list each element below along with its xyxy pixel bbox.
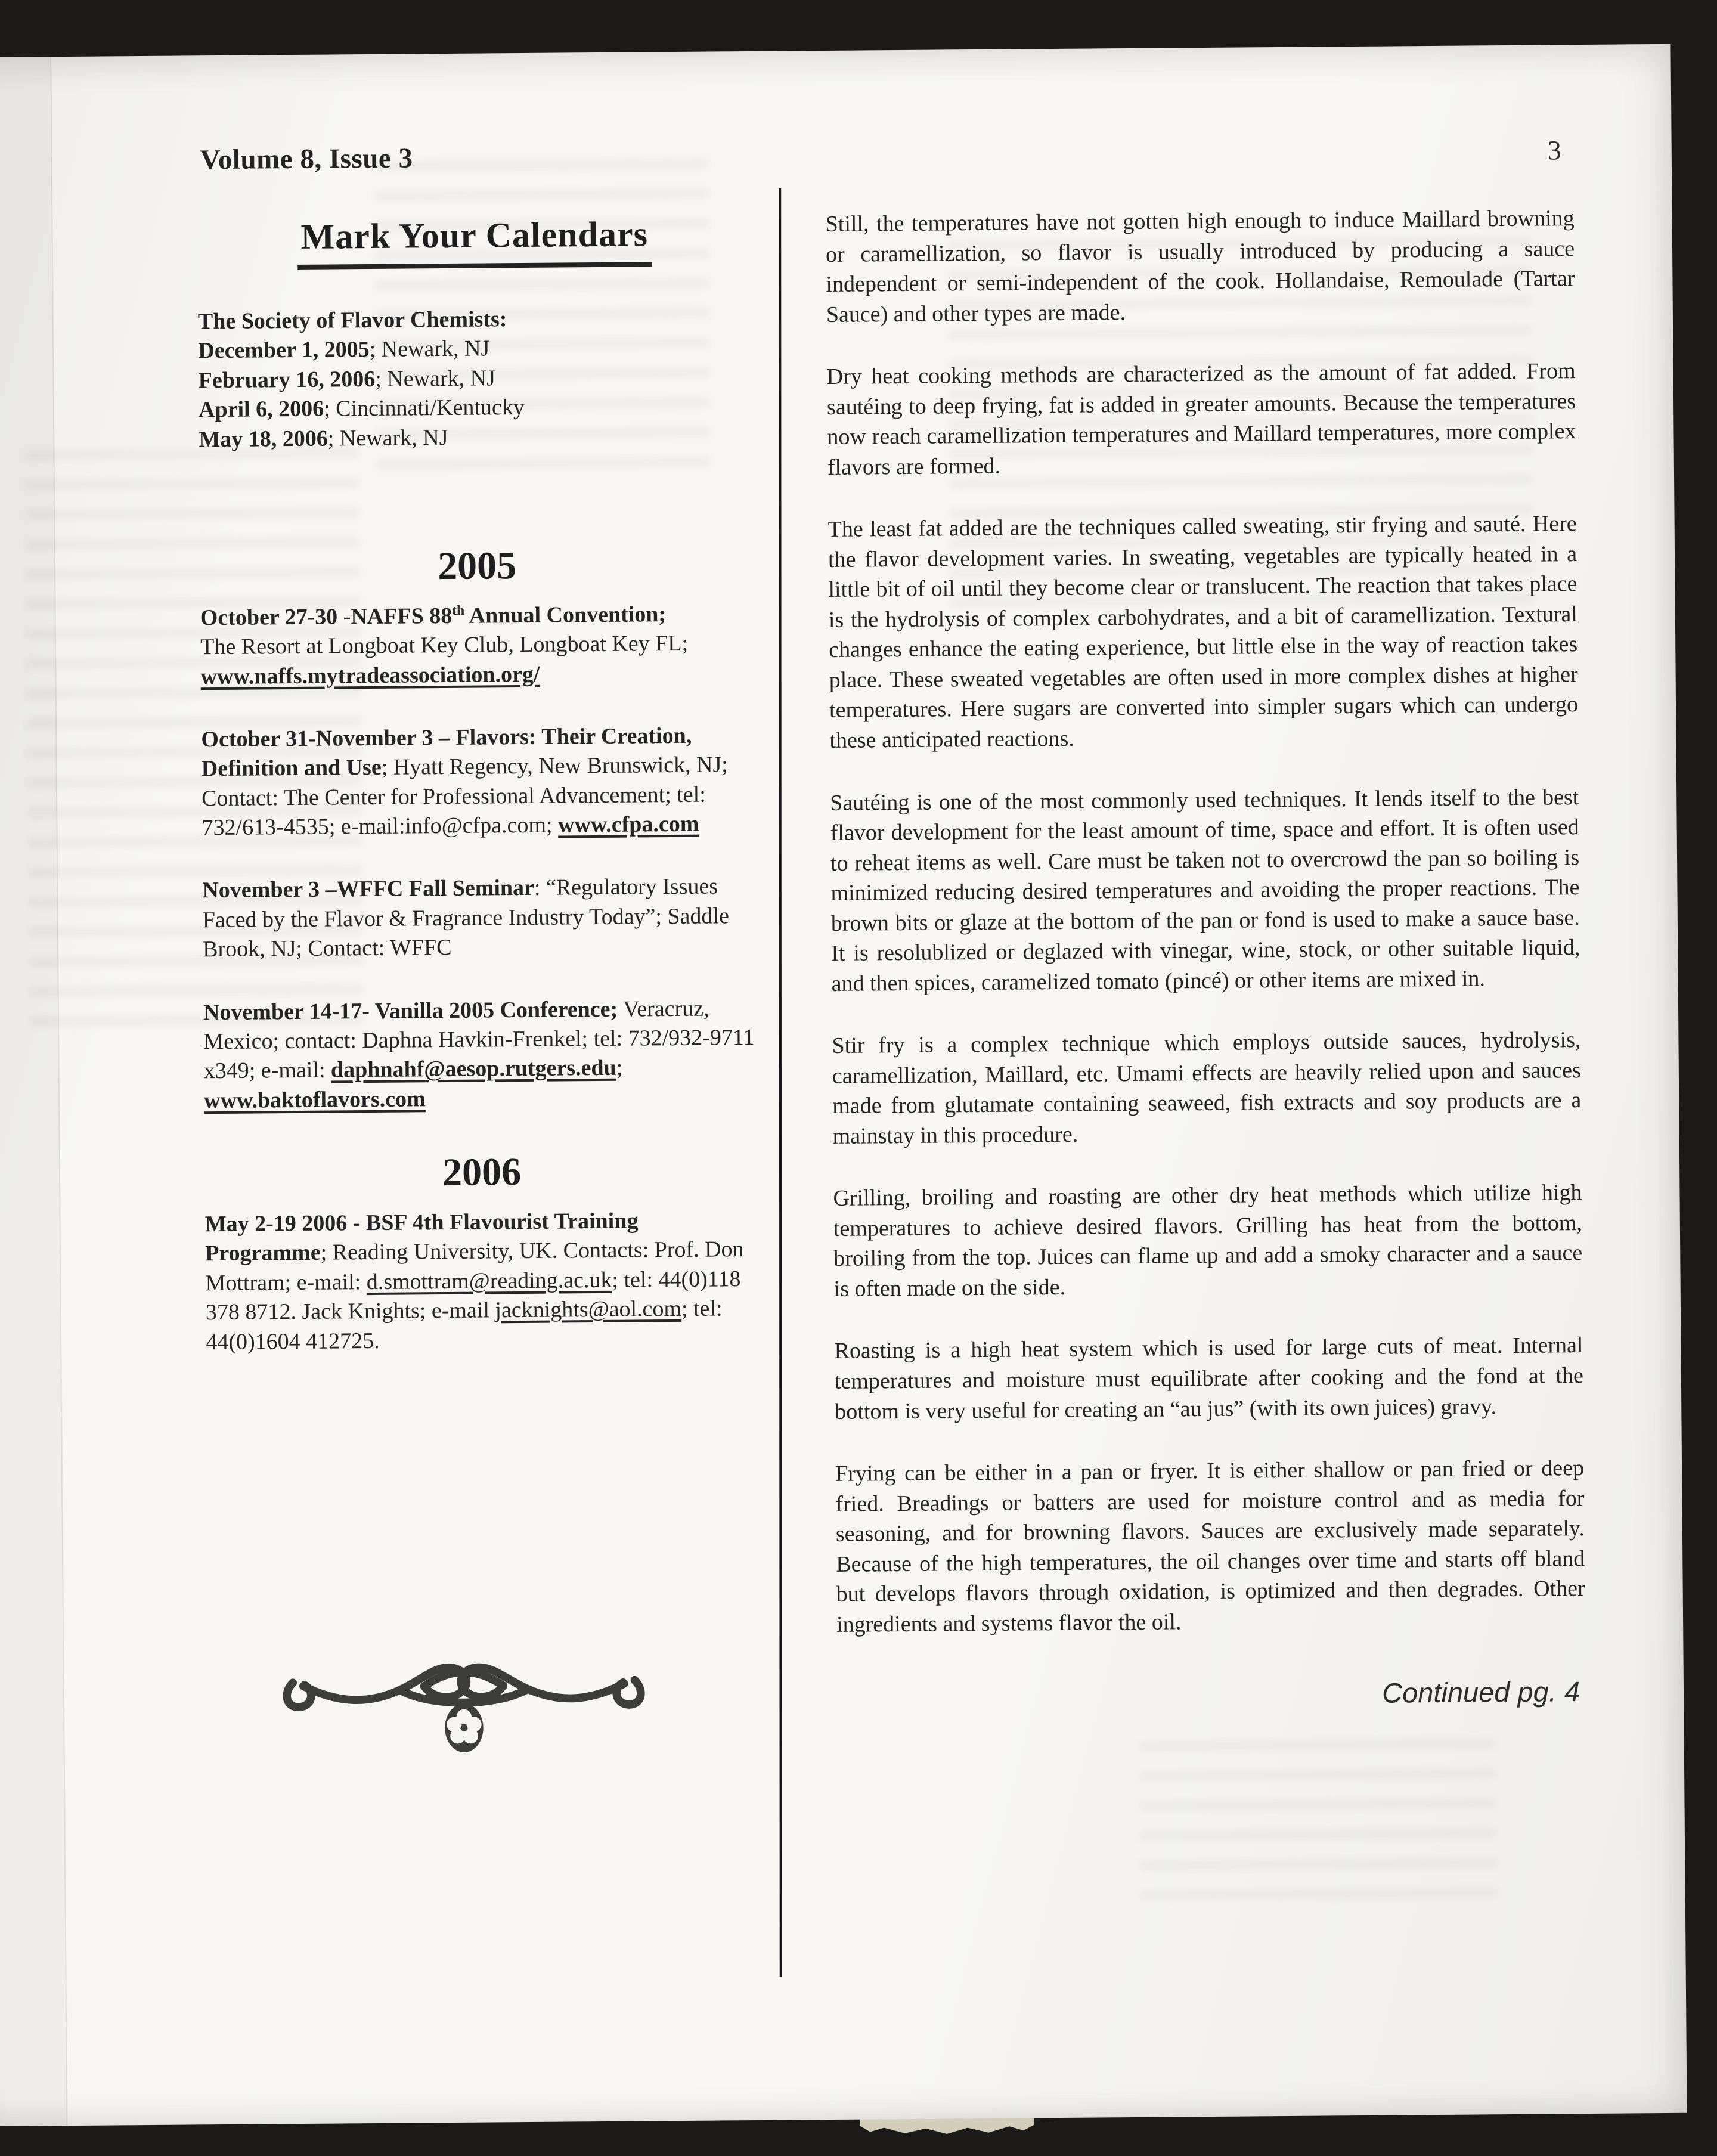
entry-text: Veracruz, Mexico; contact: Daphna Havkin-Frenkel; tel: 732/932-9711 x349; e-mail: <box>203 996 755 1084</box>
entry-text: February 16, 2006 <box>198 366 376 394</box>
entry-text: May 18, 2006 <box>199 426 328 452</box>
printed-link-text: daphnahf@aesop.rutgers.edu <box>330 1055 616 1083</box>
calendar-entry <box>202 872 757 964</box>
entry-text: ; tel: 44(0)118 378 8712. Jack Knights; e-mail <box>205 1266 741 1325</box>
calendar-entry <box>198 303 754 454</box>
body-paragraph: The least fat added are the techniques called sweating, stir frying and sauté. Here the flavor development varies. In sweating, vegetables are typically heated in a little bit of oil until they become clear or translucent. The reaction that takes place is the hydrolysis of complex carbohydrates, and a bit of caramellization. Textural changes enhance the eating experience, but little else in the way of reaction takes place. These sweated vegetables are often used in more complex dishes at higher temperatures. Here sugars are converted into simpler sugars which can undergo these anticipated reactions. <box>827 511 1579 753</box>
entry-text: th <box>452 602 465 619</box>
entry-text: October 27-30 -NAFFS 88 <box>200 603 453 630</box>
entry-text: November 14-17- Vanilla 2005 Conference; <box>203 996 618 1025</box>
bleed-through-ghost <box>1138 1739 1497 1909</box>
printed-link-text: www.naffs.mytradeassociation.org/ <box>200 661 540 689</box>
continued-note: Continued pg. 4 <box>1381 1675 1580 1709</box>
entry-text: November 3 –WFFC Fall Seminar <box>202 875 535 903</box>
body-paragraph: Grilling, broiling and roasting are other dry heat methods which utilize high temperatures to achieve desired flavors. Grilling has heat from the bottom, broiling from the top. Juices can flame up and add a smoky character and a sauce is often made on the side. <box>833 1180 1583 1302</box>
calendar-column <box>197 210 760 1390</box>
calendar-entry <box>201 721 757 843</box>
printed-link-text: www.cfpa.com <box>557 811 699 838</box>
entry-text: April 6, 2006 <box>198 396 324 423</box>
entry-text: ; Newark, NJ <box>375 365 495 392</box>
entry-text: : “Regulatory Issues Faced by the Flavor & Fragrance Industry Today”; Saddle Brook, NJ; Contact: WFFC <box>202 873 730 962</box>
entry-text: October 31-November 3 – Flavors: Their Creation, Definition and Use <box>201 723 692 782</box>
entry-text: The Resort at Longboat Key Club, Longboat Key FL; <box>200 630 689 660</box>
entry-text: ; Hyatt Regency, New Brunswick, NJ; Contact: The Center for Professional Advancement; tel: 732/613-4535; e-mail:info@cfpa.com; <box>202 752 729 841</box>
printed-link-text: jacknights@aol.com <box>495 1296 682 1323</box>
year-heading: 2006 <box>442 1150 522 1195</box>
entry-text: Annual Convention; <box>464 601 667 628</box>
body-paragraph: Still, the temperatures have not gotten high enough to induce Maillard browning or caramellization, so flavor is usually introduced by producing a sauce independent or semi-independent of the cook. Hollandaise, Remoulade (Tartar Sauce) and other types are made. <box>825 206 1575 327</box>
printed-link-text: www.baktoflavors.com <box>204 1086 426 1114</box>
article-column <box>825 203 1586 1717</box>
entry-text: ; tel: 44(0)1604 412725. <box>206 1296 723 1355</box>
calendar-entry <box>203 994 759 1116</box>
flourish-ornament-icon <box>277 1609 650 1761</box>
calendar-entry <box>205 1206 761 1357</box>
entry-text: ; <box>616 1055 623 1081</box>
body-paragraph: Dry heat cooking methods are characterized as the amount of fat added. From sautéing to deep frying, fat is added in greater amounts. Because the temperatures now reach caramellization temperatures and Maillard temperatures, more complex flavors are formed. <box>826 358 1576 480</box>
body-paragraph: Roasting is a high heat system which is used for large cuts of meat. Internal temperatures and moisture must equilibrate after cooking and the fond at the bottom is very useful for creating an “au jus” (with its own juices) gravy. <box>834 1333 1584 1424</box>
page-number: 3 <box>1547 135 1561 166</box>
body-paragraph: Stir fry is a complex technique which employs outside sauces, hydrolysis, caramellization, Maillard, etc. Umami effects are heavily relied upon and sauces made from glutamate containing seaweed, fish extracts and soy products are a mainstay in this procedure. <box>832 1027 1582 1149</box>
calendar-entries <box>198 303 761 1357</box>
entry-text: The Society of Flavor Chemists: <box>197 306 507 334</box>
entry-text: ; Newark, NJ <box>327 425 448 451</box>
volume-issue-header: Volume 8, Issue 3 <box>200 143 413 176</box>
column-divider-rule <box>779 188 782 1977</box>
page-left-shading <box>0 57 68 2126</box>
body-paragraph: Frying can be either in a pan or fryer. It is either shallow or pan fried or deep fried. Breadings or batters are used for moisture control and as media for seasoning, and for browning flavors. Sauces are exclusively made separately. Because of the high temperatures, the oil changes over time and starts off bland but develops flavors through oxidation, is optimized and then degrades. Other ingredients and systems flavor the oil. <box>835 1455 1585 1637</box>
body-paragraph: Sautéing is one of the most commonly used techniques. It lends itself to the best flavor development for the least amount of time, space and effort. It is often used to reheat items as well. Care must be taken not to overcrowd the pan so boiling is minimized reducing desired temperatures and avoiding the proper reactions. The brown bits or glaze at the bottom of the pan or fond is used to make a sauce base. It is resolublized or deglazed with vinegar, wine, stock, or other suitable liquid, and then spices, caramelized tomato (pincé) or other items are mixed in. <box>830 784 1580 996</box>
entry-text: December 1, 2005 <box>198 337 370 364</box>
entry-text: May 2-19 2006 - BSF 4th Flavourist Training Programme <box>204 1208 639 1266</box>
printed-link-text: d.smottram@reading.ac.uk <box>366 1267 612 1294</box>
calendars-heading: Mark Your Calendars <box>297 210 652 270</box>
scanned-page <box>0 44 1687 2126</box>
year-heading: 2005 <box>437 544 517 588</box>
entry-text: ; Newark, NJ <box>369 336 490 363</box>
entry-text: ; Cincinnati/Kentucky <box>323 395 525 422</box>
calendar-entry <box>200 599 755 692</box>
entry-text: ; Reading University, UK. Contacts: Prof. Don Mottram; e-mail: <box>205 1237 744 1296</box>
